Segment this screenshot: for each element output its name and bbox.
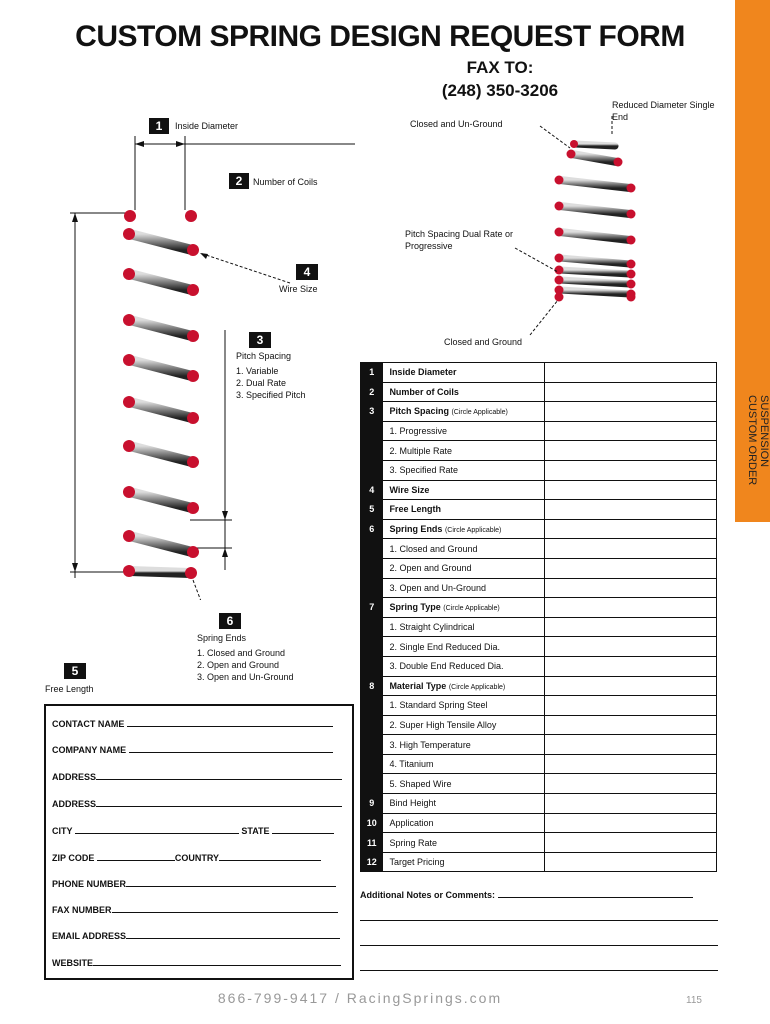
- website-field[interactable]: WEBSITE: [52, 956, 341, 968]
- spec-row-label: 4. Titanium: [383, 754, 544, 774]
- spec-row-value-field[interactable]: [544, 676, 716, 696]
- company-name-field[interactable]: COMPANY NAME: [52, 743, 333, 755]
- spec-row-number: [361, 637, 383, 657]
- spec-row-number: [361, 539, 383, 559]
- main-spring-diagram: [0, 100, 360, 600]
- spec-row-label: Spring Ends (Circle Applicable): [383, 519, 544, 539]
- spec-row-number: 7: [361, 598, 383, 618]
- spec-row-value-field[interactable]: [544, 558, 716, 578]
- spec-row: [361, 794, 717, 814]
- callout-4-label: Wire Size: [279, 284, 318, 294]
- spec-row-label: 1. Standard Spring Steel: [383, 696, 544, 716]
- address1-field[interactable]: ADDRESS: [52, 770, 342, 782]
- spec-row: [361, 578, 717, 598]
- spec-row-value-field[interactable]: [544, 598, 716, 618]
- callout-6-number: 6: [219, 613, 241, 629]
- spec-row-number: 5: [361, 500, 383, 520]
- spec-row-number: 11: [361, 833, 383, 853]
- callout-4-number: 4: [296, 264, 318, 280]
- spec-row-label: 2. Single End Reduced Dia.: [383, 637, 544, 657]
- spec-row-label: Inside Diameter: [383, 363, 544, 383]
- spec-row-label: Application: [383, 813, 544, 833]
- spec-row-value-field[interactable]: [544, 715, 716, 735]
- notes-label: Additional Notes or Comments:: [360, 888, 693, 900]
- spec-row-number: [361, 617, 383, 637]
- spec-row-label: Target Pricing: [383, 852, 544, 872]
- spec-row: [361, 519, 717, 539]
- spec-row-value-field[interactable]: [544, 578, 716, 598]
- spec-row-number: [361, 774, 383, 794]
- spec-row-number: [361, 735, 383, 755]
- contact-name-field[interactable]: CONTACT NAME: [52, 717, 333, 729]
- reduced-diameter-label: Reduced Diameter Single End: [612, 100, 715, 122]
- spec-row-label: 3. Open and Un-Ground: [383, 578, 544, 598]
- spec-row-number: [361, 460, 383, 480]
- spec-row-label: 1. Progressive: [383, 421, 544, 441]
- spec-row-label: 2. Super High Tensile Alloy: [383, 715, 544, 735]
- spec-row-value-field[interactable]: [544, 480, 716, 500]
- spec-row: [361, 363, 717, 383]
- spec-row-value-field[interactable]: [544, 833, 716, 853]
- spec-row: [361, 441, 717, 461]
- fax-label: FAX TO:: [466, 58, 534, 77]
- spec-row: [361, 460, 717, 480]
- spec-row: [361, 617, 717, 637]
- callout-6-list: 1. Closed and Ground 2. Open and Ground 3. Open and Un-Ground: [197, 648, 294, 682]
- callout-2-number: 2: [229, 173, 249, 189]
- callout-5-number: 5: [64, 663, 86, 679]
- spec-row-number: [361, 558, 383, 578]
- side-tab: [735, 0, 770, 522]
- spec-row-number: 2: [361, 382, 383, 402]
- spec-row: [361, 656, 717, 676]
- spec-row-note: (Circle Applicable): [451, 409, 508, 417]
- spec-row-note: (Circle Applicable): [448, 683, 506, 691]
- zip-country-field[interactable]: ZIP CODE COUNTRY: [52, 851, 321, 863]
- side-tab-text: SUSPENSION CUSTOM ORDER: [746, 395, 770, 486]
- notes-line[interactable]: [360, 945, 718, 946]
- spec-row: [361, 421, 717, 441]
- spec-row-value-field[interactable]: [544, 500, 716, 520]
- spec-row: [361, 715, 717, 735]
- spec-row-value-field[interactable]: [544, 735, 716, 755]
- spec-row-label: Wire Size: [383, 480, 544, 500]
- spec-row-number: [361, 578, 383, 598]
- callout-3-number: 3: [249, 332, 271, 348]
- spec-row-value-field[interactable]: [544, 539, 716, 559]
- reduced-spring-diagram: [400, 100, 735, 350]
- spec-row-label: Free Length: [383, 500, 544, 520]
- spec-row-number: [361, 421, 383, 441]
- spec-row: [361, 558, 717, 578]
- spec-row-number: [361, 441, 383, 461]
- spec-row-value-field[interactable]: [544, 363, 716, 383]
- spec-row-label: 3. Double End Reduced Dia.: [383, 656, 544, 676]
- callout-3-label: Pitch Spacing: [236, 351, 292, 361]
- spec-row-value-field[interactable]: [544, 402, 716, 422]
- spec-row-label: Spring Rate: [383, 833, 544, 853]
- spec-row-number: 9: [361, 794, 383, 814]
- spec-row-value-field[interactable]: [544, 637, 716, 657]
- spec-row-number: [361, 696, 383, 716]
- spec-row-number: 3: [361, 402, 383, 422]
- callout-6-label: Spring Ends: [197, 633, 247, 643]
- spec-row-label: Material Type (Circle Applicable): [383, 676, 544, 696]
- spec-row: [361, 598, 717, 618]
- spec-row-number: 10: [361, 813, 383, 833]
- notes-line[interactable]: [360, 970, 718, 971]
- spec-row: [361, 480, 717, 500]
- spec-row-number: 4: [361, 480, 383, 500]
- page-number: 115: [686, 995, 702, 1006]
- spec-row-label: 1. Closed and Ground: [383, 539, 544, 559]
- phone-field[interactable]: PHONE NUMBER: [52, 877, 336, 889]
- spec-row-number: 8: [361, 676, 383, 696]
- spec-row-value-field[interactable]: [544, 421, 716, 441]
- callout-2-label: Number of Coils: [253, 177, 318, 187]
- spec-row-label: Pitch Spacing (Circle Applicable): [383, 402, 544, 422]
- spec-row: [361, 754, 717, 774]
- spec-row-label: Number of Coils: [383, 382, 544, 402]
- spec-row: [361, 852, 717, 872]
- spec-row-value-field[interactable]: [544, 382, 716, 402]
- spec-row: [361, 539, 717, 559]
- spec-row-number: [361, 656, 383, 676]
- callout-1-number: 1: [149, 118, 169, 134]
- notes-line[interactable]: [360, 920, 718, 921]
- spec-row-label: 2. Multiple Rate: [383, 441, 544, 461]
- fax-field[interactable]: FAX NUMBER: [52, 903, 338, 915]
- spec-row-number: [361, 754, 383, 774]
- spec-row: [361, 637, 717, 657]
- spec-row-note: (Circle Applicable): [443, 605, 500, 613]
- spec-row-value-field[interactable]: [544, 656, 716, 676]
- callout-5-label: Free Length: [45, 684, 94, 694]
- spec-row-label: Spring Type (Circle Applicable): [383, 598, 544, 618]
- spec-row-label: 3. High Temperature: [383, 735, 544, 755]
- closed-unground-label: Closed and Un-Ground: [410, 119, 503, 129]
- fax-number: (248) 350-3206: [441, 81, 559, 100]
- spec-row-value-field[interactable]: [544, 794, 716, 814]
- spec-row-number: 1: [361, 363, 383, 383]
- spec-table: [360, 362, 717, 872]
- spec-row: [361, 735, 717, 755]
- callout-1-label: Inside Diameter: [175, 121, 239, 131]
- callout-3-list: 1. Variable 2. Dual Rate 3. Specified Pitch: [236, 366, 306, 400]
- spec-row-value-field[interactable]: [544, 460, 716, 480]
- spec-row-value-field[interactable]: [544, 852, 716, 872]
- spec-row-value-field[interactable]: [544, 774, 716, 794]
- spec-row-number: [361, 715, 383, 735]
- spec-row-value-field[interactable]: [544, 617, 716, 637]
- spec-row-label: 5. Shaped Wire: [383, 774, 544, 794]
- spec-row: [361, 833, 717, 853]
- spec-row: [361, 774, 717, 794]
- spec-row-label: 3. Specified Rate: [383, 460, 544, 480]
- spec-row-number: 12: [361, 852, 383, 872]
- spec-row-value-field[interactable]: [544, 696, 716, 716]
- footer-contact: 866-799-9417 / RacingSprings.com: [217, 990, 503, 1006]
- spec-row-note: (Circle Applicable): [444, 527, 502, 535]
- address2-field[interactable]: ADDRESS: [52, 797, 342, 809]
- email-field[interactable]: EMAIL ADDRESS: [52, 929, 340, 941]
- spec-row: [361, 676, 717, 696]
- spec-row: [361, 500, 717, 520]
- spec-row-label: 2. Open and Ground: [383, 558, 544, 578]
- spec-row: [361, 696, 717, 716]
- closed-ground-label: Closed and Ground: [444, 337, 523, 347]
- contact-box: [44, 704, 354, 980]
- spec-row: [361, 382, 717, 402]
- page-title: CUSTOM SPRING DESIGN REQUEST FORM: [75, 20, 685, 53]
- city-state-field[interactable]: CITY STATE: [52, 824, 334, 836]
- spec-row-value-field[interactable]: [544, 519, 716, 539]
- spec-row-number: 6: [361, 519, 383, 539]
- spec-row-value-field[interactable]: [544, 813, 716, 833]
- spec-row: [361, 402, 717, 422]
- pitch-dual-label: Pitch Spacing Dual Rate or Progressive: [405, 229, 514, 251]
- spec-row-label: Bind Height: [383, 794, 544, 814]
- spec-row: [361, 813, 717, 833]
- spec-row-label: 1. Straight Cylindrical: [383, 617, 544, 637]
- spec-row-value-field[interactable]: [544, 754, 716, 774]
- spec-row-value-field[interactable]: [544, 441, 716, 461]
